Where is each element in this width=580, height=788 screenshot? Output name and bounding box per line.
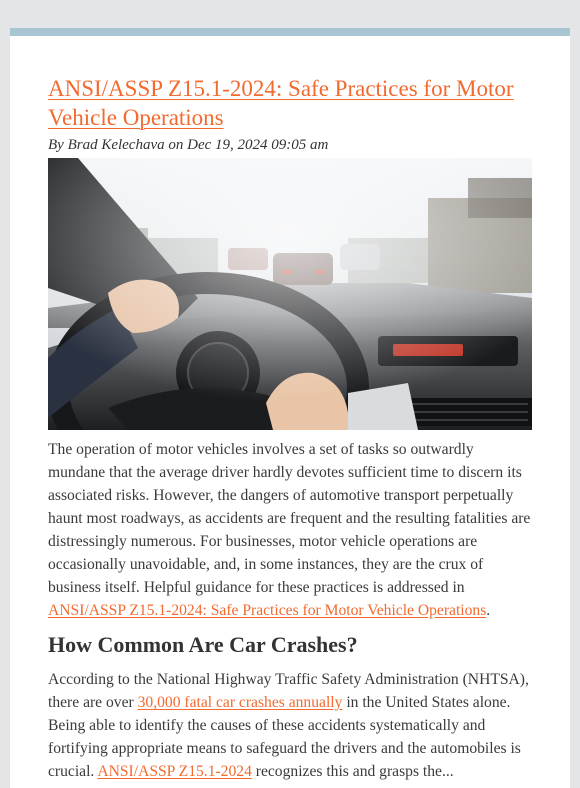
- intro-paragraph: [48, 438, 532, 622]
- top-accent-bar: [10, 28, 570, 36]
- intro-standard-link[interactable]: ANSI/ASSP Z15.1-2024: Safe Practices for Motor Vehicle Operations: [48, 602, 487, 619]
- hero-image: [48, 158, 532, 430]
- article: [48, 74, 532, 783]
- article-title-link[interactable]: ANSI/ASSP Z15.1-2024: Safe Practices for Motor Vehicle Operations: [48, 76, 514, 130]
- section-paragraph: [48, 668, 532, 783]
- section-text-1: According to the National Highway Traffic Safety Administration (NHTSA), there are over: [48, 671, 529, 711]
- email-page: [10, 28, 570, 788]
- fatal-crashes-link[interactable]: 30,000 fatal car crashes annually: [137, 694, 343, 711]
- intro-text-1: The operation of motor vehicles involves a set of tasks so outwardly mundane that the average driver hardly devotes sufficient time to discern its associated risks. However, the dangers of automotive transport perpetually haunt most roadways, as accidents are frequent and the resulting fatalities are distressingly numerous. For businesses, motor vehicle operations are occasionally unavoidable, and, in some instances, they are the crux of business itself. Helpful guidance for these practices is addressed in: [48, 441, 531, 596]
- section-heading: How Common Are Car Crashes?: [48, 632, 358, 657]
- article-byline: By Brad Kelechava on Dec 19, 2024 09:05 am: [48, 137, 329, 153]
- intro-text-2: .: [486, 602, 491, 619]
- section-text-3: recognizes this and grasps the...: [251, 763, 454, 780]
- standard-short-link[interactable]: ANSI/ASSP Z15.1-2024: [97, 763, 252, 780]
- section-text-2: in the United States alone. Being able to identify the causes of these accidents systematically and fortifying appropriate means to safeguard the drivers and the automobiles is crucial.: [48, 694, 521, 780]
